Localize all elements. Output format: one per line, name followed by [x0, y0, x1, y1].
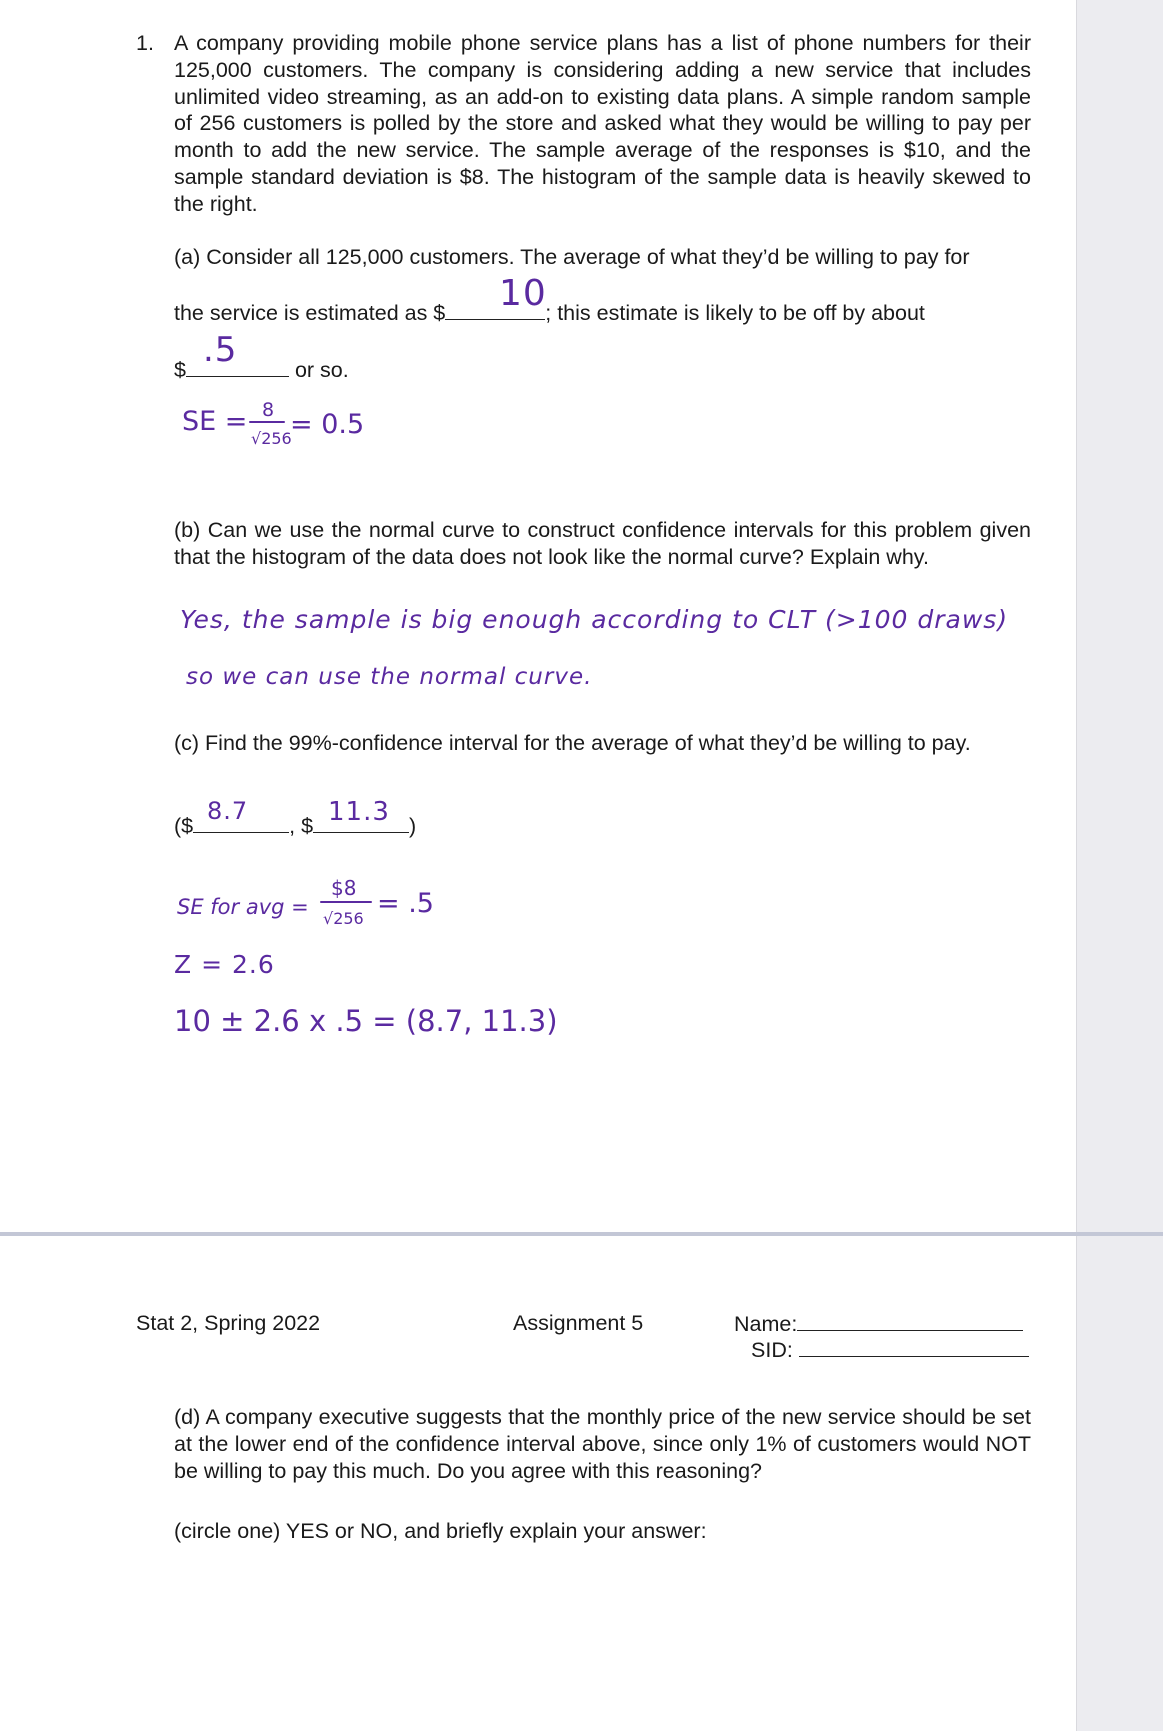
- handwritten-error: .5: [203, 330, 238, 370]
- handwritten-answer-b-line2: so we can use the normal curve.: [186, 664, 593, 690]
- question-text: A company providing mobile phone service plans has a list of phone numbers for their 125,000 customers. The company is considering adding a new service that includes unlimited video streaming, as an add-on to existing data plans. A simple random sample of 256 customers is polled by the store and asked what they would be willing to pay per month to add the new service. The sample average of the responses is $10, and the sample standard deviation is $8. The histogram of the sample data is heavily skewed to the right.: [174, 31, 1031, 216]
- work-se-a-result: = 0.5: [290, 409, 365, 440]
- work-se-a-numerator: 8: [262, 399, 275, 421]
- handwritten-z-value: Z = 2.6: [174, 950, 275, 979]
- part-a-line3: [174, 356, 349, 383]
- sid-row: [751, 1336, 1029, 1363]
- name-label: Name:: [734, 1312, 798, 1336]
- course-label: Stat 2, Spring 2022: [136, 1311, 321, 1335]
- interval-open: ($: [174, 814, 194, 838]
- or-so-text: or so.: [294, 358, 349, 382]
- interval-close: ): [409, 814, 417, 838]
- part-d-prompt: (circle one) YES or NO, and briefly explain your answer:: [174, 1519, 707, 1543]
- work-se-c-result: = .5: [377, 888, 434, 919]
- handwritten-answer-b-line1: Yes, the sample is big enough according to CLT (>100 draws): [180, 605, 1009, 634]
- interval-mid: , $: [289, 814, 314, 838]
- name-blank[interactable]: [797, 1310, 1023, 1331]
- handwritten-estimate: 10: [499, 273, 547, 314]
- name-row: [734, 1310, 1023, 1337]
- question-number: 1.: [136, 31, 154, 55]
- sid-blank[interactable]: [799, 1336, 1029, 1357]
- error-blank[interactable]: [186, 356, 289, 377]
- handwritten-interval-high: 11.3: [328, 797, 390, 827]
- handwritten-interval-low: 8.7: [207, 797, 249, 825]
- work-se-c-label: SE for avg =: [177, 895, 309, 919]
- part-a-line2: [174, 299, 925, 326]
- part-a-line2-pre: the service is estimated as $: [174, 301, 446, 325]
- part-c-text: (c) Find the 99%-confidence interval for the average of what they’d be willing to pay.: [174, 731, 971, 755]
- dollar-sign: $: [174, 358, 186, 382]
- assignment-label: Assignment 5: [513, 1311, 644, 1335]
- part-a-line1: (a) Consider all 125,000 customers. The average of what they’d be willing to pay for: [174, 245, 970, 269]
- work-se-a-label: SE =: [182, 406, 248, 437]
- work-se-a-denominator: √256: [251, 429, 292, 448]
- work-se-c-denominator: √256: [323, 909, 364, 928]
- part-a-line2-post: ; this estimate is likely to be off by about: [545, 301, 925, 325]
- document-page-2: [0, 1236, 1076, 1731]
- sid-label: SID:: [751, 1338, 793, 1362]
- scroll-gutter[interactable]: [1076, 0, 1163, 1731]
- part-b-text: (b) Can we use the normal curve to construct confidence intervals for this problem given that the histogram of the data does not look like the normal curve? Explain why.: [174, 518, 1031, 569]
- part-d-text: (d) A company executive suggests that the monthly price of the new service should be set at the lower end of the confidence interval above, since only 1% of customers would NOT be willing to pay this much. Do you agree with this reasoning?: [174, 1405, 1031, 1483]
- work-se-c-numerator: $8: [331, 876, 357, 900]
- handwritten-ci-calc: 10 ± 2.6 x .5 = (8.7, 11.3): [174, 1004, 558, 1038]
- work-se-a: [180, 392, 420, 462]
- work-se-c: [175, 872, 495, 942]
